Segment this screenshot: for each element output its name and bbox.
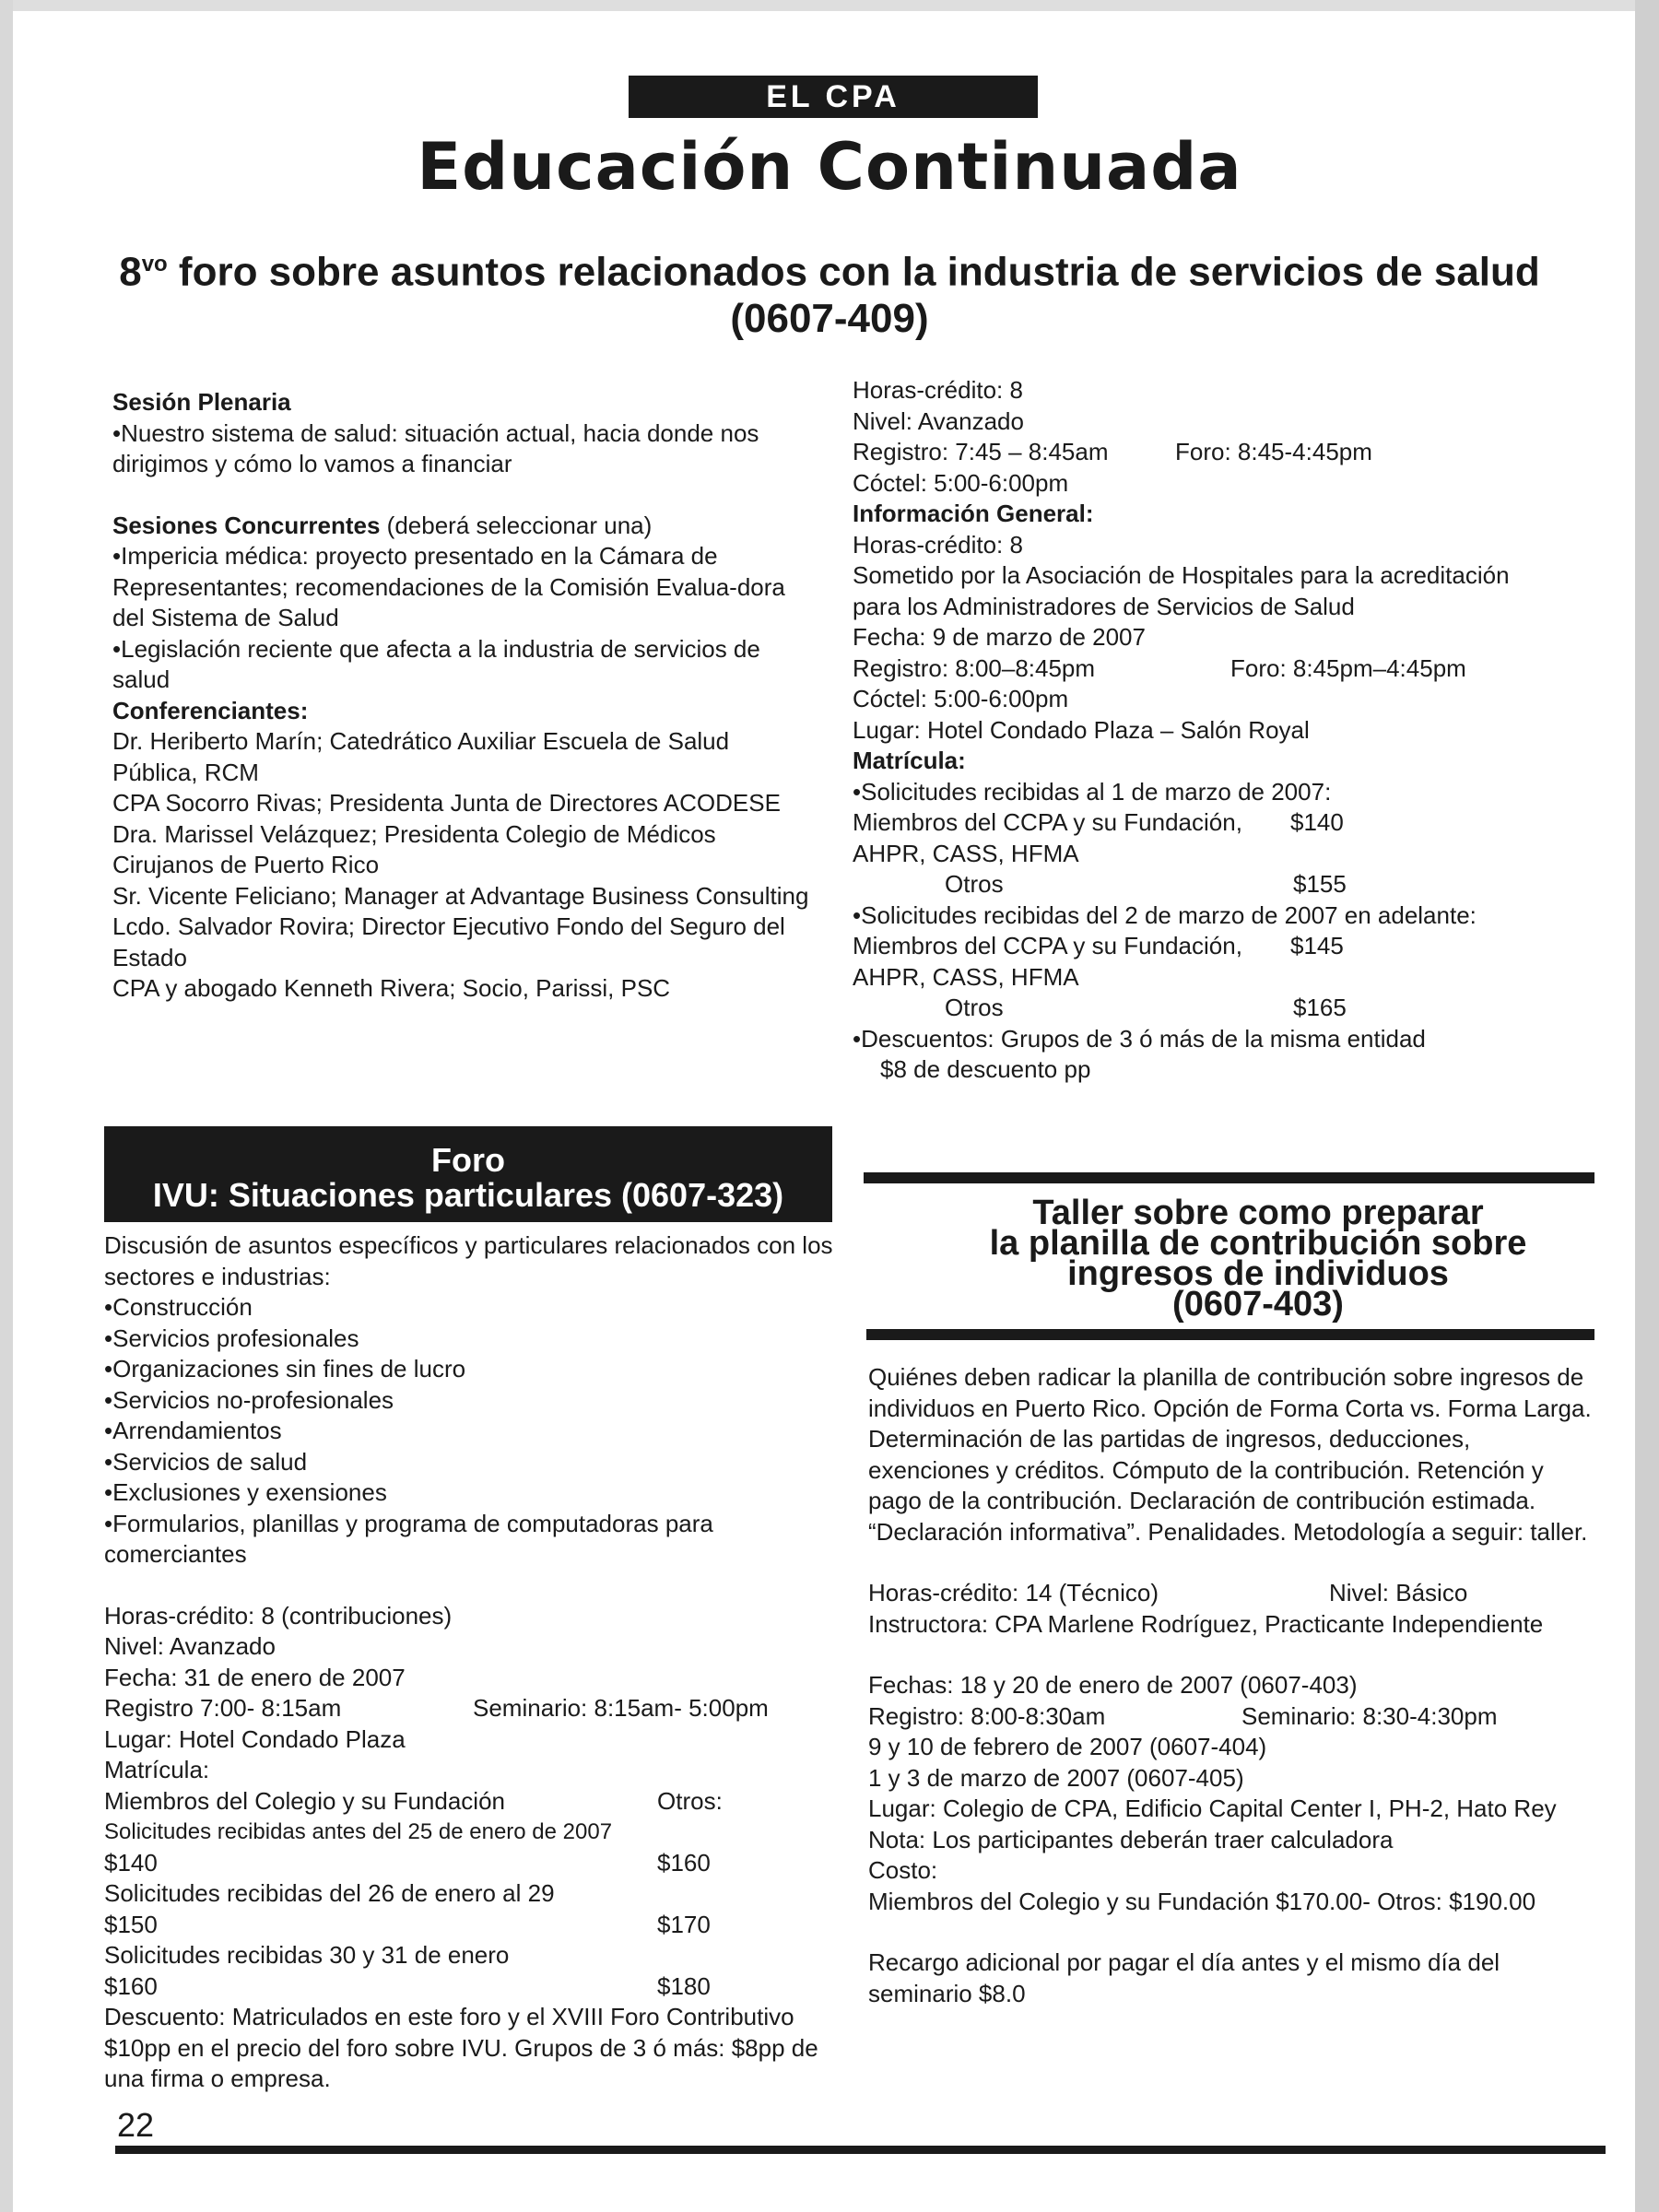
concurrentes-item: •Impericia médica: proyecto presentado en la Cámara de Representantes; recomendaciones de la Comisión Evalua-dora del Sistema de Salud [112, 542, 785, 631]
foro-time-2: Foro: 8:45pm–4:45pm [1230, 653, 1466, 682]
taller-fecha-2: 9 y 10 de febrero de 2007 (0607-404) [868, 1733, 1267, 1760]
ivu-item: •Servicios profesionales [104, 1324, 359, 1352]
ivu-otros-2: $170 [657, 1910, 711, 1938]
ivu-item: •Organizaciones sin fines de lucro [104, 1355, 466, 1382]
conferenciante: CPA y abogado Kenneth Rivera; Socio, Parissi, PSC [112, 974, 671, 1002]
taller-seminario: Seminario: 8:30-4:30pm [1241, 1701, 1498, 1730]
taller-top-rule [864, 1172, 1594, 1183]
taller-costo: Costo: [868, 1856, 938, 1884]
ivu-matricula: Matrícula: [104, 1756, 210, 1783]
solicitudes-1: •Solicitudes recibidas al 1 de marzo de 2007: [853, 777, 1332, 806]
descuentos: •Descuentos: Grupos de 3 ó más de la misma entidad [853, 1024, 1426, 1053]
ivu-registro: Registro 7:00- 8:15am [104, 1694, 342, 1722]
conferenciante: Dr. Heriberto Marín; Catedrático Auxiliar Escuela de Salud Pública, RCM [112, 727, 730, 786]
ivu-price-3: $160 [104, 1971, 158, 2000]
conferenciante: Sr. Vicente Feliciano; Manager at Advantage Business Consulting [112, 881, 809, 910]
ivu-item: •Servicios de salud [104, 1447, 308, 1476]
info-heading: Información General: [853, 500, 1094, 527]
taller-horas: Horas-crédito: 14 (Técnico) [868, 1579, 1159, 1606]
foro8-code: (0607-409) [730, 295, 929, 341]
ivu-item: •Formularios, planillas y programa de computadoras para comerciantes [104, 1509, 713, 1568]
ivu-intro: Discusión de asuntos específicos y particulares relacionados con los sectores e industrias: [104, 1231, 833, 1290]
taller-miembros: Miembros del Colegio y su Fundación $170.00- Otros: $190.00 [868, 1887, 1536, 1915]
horas-2: Horas-crédito: 8 [853, 530, 1023, 559]
taller-nota: Nota: Los participantes deberán traer calculadora [868, 1825, 1394, 1853]
ivu-title-box [104, 1126, 832, 1222]
taller-fecha-3: 1 y 3 de marzo de 2007 (0607-405) [868, 1763, 1244, 1792]
concurrentes-heading: Sesiones Concurrentes [112, 511, 381, 539]
ivu-solicitudes-3: Solicitudes recibidas 30 y 31 de enero [104, 1941, 510, 1969]
ivu-title-2: IVU: Situaciones particulares (0607-323) [152, 1176, 784, 1214]
taller-title-line: ingresos de individuos [1067, 1254, 1449, 1293]
ivu-nivel: Nivel: Avanzado [104, 1632, 276, 1660]
ivu-item: •Arrendamientos [104, 1417, 282, 1444]
ivu-otros-1: $160 [657, 1848, 711, 1877]
footer-rule [115, 2146, 1606, 2154]
taller-desc: Quiénes deben radicar la planilla de contribución sobre ingresos de individuos en Puerto Rico. Opción de Forma Corta vs. Forma Larga. Determinación de las partidas de ingresos, deducciones, exenciones y créditos. Cómputo de la contribución. Retención y pago de la contribución. Declaración de contribución estimada. “Declaración informativa”. Penalidades. Metodología a seguir: taller. [868, 1363, 1592, 1546]
taller-nivel: Nivel: Básico [1329, 1579, 1468, 1606]
ahpr-1: AHPR, CASS, HFMA [853, 839, 1079, 867]
taller-column [868, 1362, 1596, 2009]
registro-2: Registro: 8:00–8:45pm [853, 653, 1096, 682]
taller-title-line: la planilla de contribución sobre [989, 1224, 1527, 1263]
concurrentes-item: •Legislación reciente que afecta a la industria de servicios de salud [112, 634, 760, 693]
concurrentes-line [112, 511, 813, 542]
ivu-seminario: Seminario: 8:15am- 5:00pm [473, 1694, 769, 1722]
ivu-item: •Exclusiones y exensiones [104, 1478, 387, 1506]
horas: Horas-crédito: 8 [853, 376, 1023, 404]
concurrentes-note: (deberá seleccionar una) [380, 511, 653, 539]
page-title: Educación Continuada [417, 129, 1242, 205]
ivu-item: •Servicios no-profesionales [104, 1385, 394, 1414]
foro8-title-prefix: 8 [119, 249, 142, 295]
taller-recargo: Recargo adicional por pagar el día antes y el mismo día del seminario $8.0 [868, 1948, 1500, 2007]
ivu-column [104, 1230, 841, 2095]
taller-title-line: (0607-403) [1172, 1285, 1344, 1324]
ivu-otros-label: Otros: [657, 1786, 723, 1815]
ivu-fecha: Fecha: 31 de enero de 2007 [104, 1663, 406, 1691]
price-2: $145 [1290, 932, 1344, 959]
foro8-left-column [112, 387, 813, 1005]
otros-2: Otros [945, 994, 1004, 1021]
page-number: 22 [117, 2106, 155, 2144]
ivu-descuento: Descuento: Matriculados en este foro y el XVIII Foro Contributivo $10pp en el precio del foro sobre IVU. Grupos de 3 ó más: $8pp de una firma o empresa. [104, 2003, 818, 2092]
ivu-title-1: Foro [431, 1141, 505, 1179]
ivu-otros-3: $180 [657, 1971, 711, 2000]
descuentos-2: $8 de descuento pp [880, 1055, 1091, 1083]
price-1b: $155 [1293, 870, 1347, 898]
ivu-horas: Horas-crédito: 8 (contribuciones) [104, 1601, 453, 1630]
foro8-title-main: foro sobre asuntos relacionados con la industria de servicios de salud [167, 249, 1540, 295]
taller-instructora: Instructora: CPA Marlene Rodríguez, Practicante Independiente [868, 1609, 1544, 1638]
otros-1: Otros [945, 870, 1004, 898]
ivu-price-2: $150 [104, 1910, 158, 1938]
conferenciantes-heading: Conferenciantes: [112, 696, 309, 724]
matricula-heading: Matrícula: [853, 747, 966, 774]
taller-fechas: Fechas: 18 y 20 de enero de 2007 (0607-403) [868, 1671, 1358, 1699]
price-1: $140 [1290, 808, 1344, 836]
plenaria-heading: Sesión Plenaria [112, 388, 291, 416]
scan-edge-left [0, 0, 13, 2212]
lugar: Lugar: Hotel Condado Plaza – Salón Royal [853, 715, 1310, 744]
section-badge: EL CPA [629, 76, 1038, 118]
ahpr-2: AHPR, CASS, HFMA [853, 962, 1079, 991]
price-2b: $165 [1293, 994, 1347, 1021]
foro8-right-column [853, 375, 1553, 1086]
plenaria-item: •Nuestro sistema de salud: situación actual, hacia donde nos dirigimos y cómo lo vamos a financiar [112, 418, 759, 477]
taller-bottom-rule [866, 1329, 1594, 1340]
miembros-1: Miembros del CCPA y su Fundación, [853, 808, 1242, 836]
taller-title [866, 1194, 1650, 1324]
conferenciante: Lcdo. Salvador Rovira; Director Ejecutivo Fondo del Seguro del Estado [112, 912, 785, 971]
ivu-item: •Construcción [104, 1293, 253, 1321]
sometido: Sometido por la Asociación de Hospitales para la acreditación para los Administradores de Servicios de Salud [853, 561, 1510, 620]
ivu-lugar: Lugar: Hotel Condado Plaza [104, 1724, 406, 1753]
conferenciante: CPA Socorro Rivas; Presidenta Junta de Directores ACODESE [112, 789, 781, 817]
registro: Registro: 7:45 – 8:45am [853, 438, 1109, 465]
ivu-solicitudes-2: Solicitudes recibidas del 26 de enero al 29 [104, 1879, 555, 1907]
taller-lugar: Lugar: Colegio de CPA, Edificio Capital Center I, PH-2, Hato Rey [868, 1794, 1557, 1822]
coctel-2: Cóctel: 5:00-6:00pm [853, 685, 1069, 712]
foro8-title-sup: vo [141, 252, 168, 276]
ivu-miembros: Miembros del Colegio y su Fundación [104, 1786, 505, 1815]
scan-edge-top [0, 0, 1659, 11]
taller-registro: Registro: 8:00-8:30am [868, 1701, 1106, 1730]
fecha: Fecha: 9 de marzo de 2007 [853, 623, 1146, 651]
foro-time: Foro: 8:45-4:45pm [1175, 438, 1372, 465]
foro8-title [92, 241, 1567, 342]
ivu-price-1: $140 [104, 1848, 158, 1877]
miembros-2: Miembros del CCPA y su Fundación, [853, 932, 1242, 959]
conferenciante: Dra. Marissel Velázquez; Presidenta Colegio de Médicos Cirujanos de Puerto Rico [112, 819, 716, 878]
scan-edge-right [1635, 0, 1659, 2212]
ivu-solicitudes-1: Solicitudes recibidas antes del 25 de enero de 2007 [104, 1819, 613, 1844]
nivel: Nivel: Avanzado [853, 406, 1024, 435]
coctel: Cóctel: 5:00-6:00pm [853, 468, 1069, 497]
solicitudes-2: •Solicitudes recibidas del 2 de marzo de 2007 en adelante: [853, 900, 1477, 929]
taller-title-line: Taller sobre como preparar [1032, 1194, 1484, 1232]
